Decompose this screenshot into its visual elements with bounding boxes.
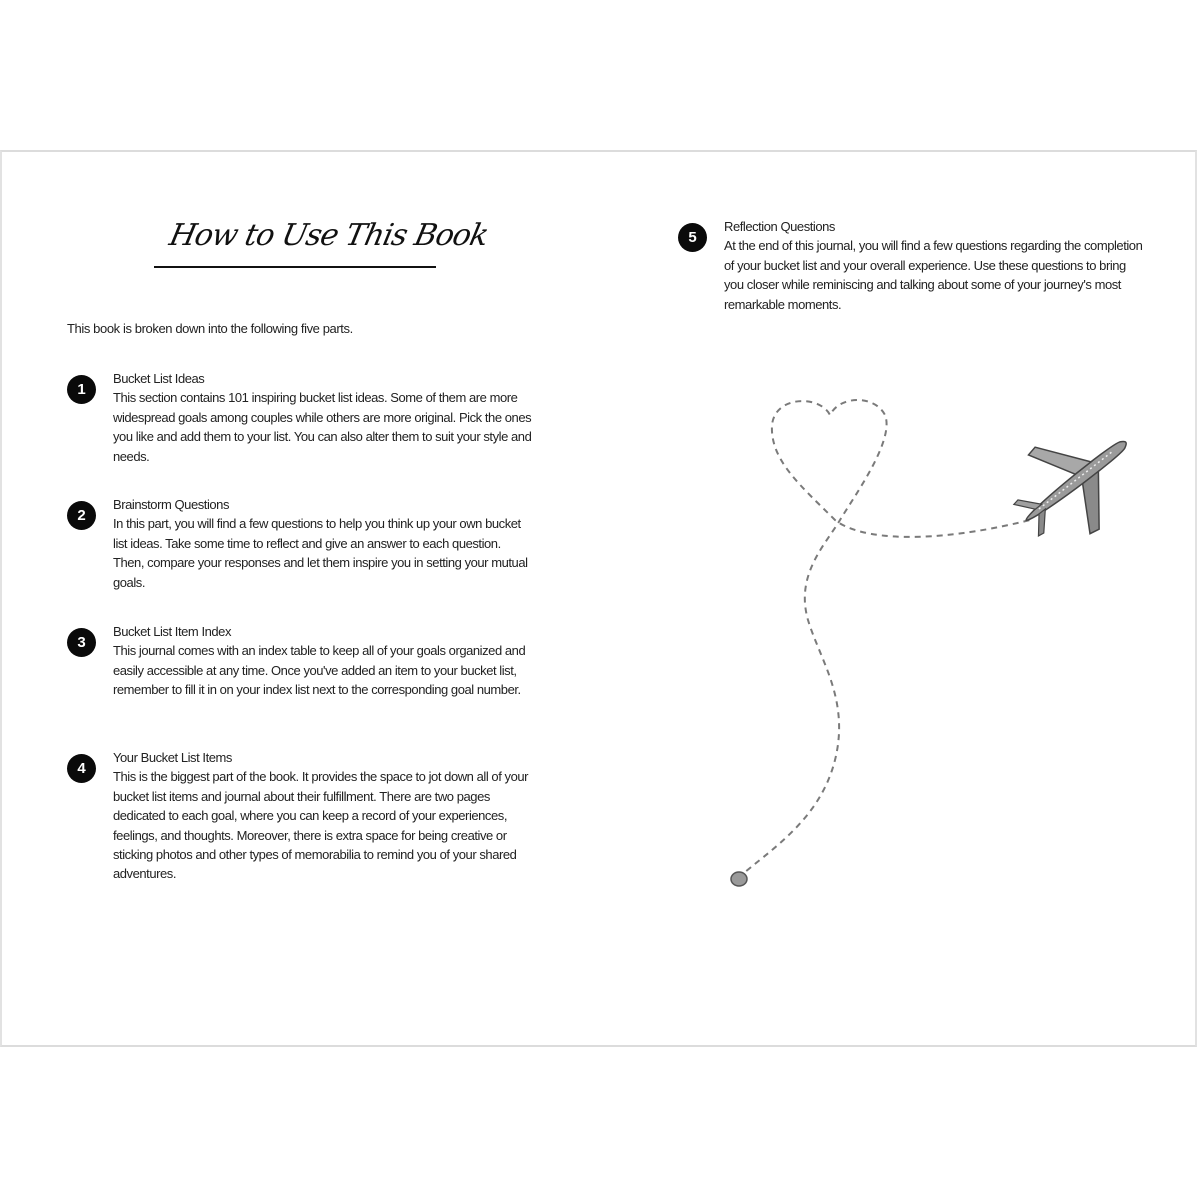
item-text: At the end of this journal, you will find a few questions regarding the completion of your bucket list and your overall experience. Use these questions to bring you closer while reminiscing and talking about some of your journey's most remarkable moments. bbox=[724, 238, 1143, 312]
travel-illustration bbox=[720, 380, 1150, 900]
title-underline bbox=[154, 266, 436, 268]
number-badge: 4 bbox=[67, 754, 96, 783]
number-badge: 5 bbox=[678, 223, 707, 252]
item-title: Brainstorm Questions bbox=[113, 497, 229, 512]
airplane-icon bbox=[994, 401, 1150, 561]
item-title: Reflection Questions bbox=[724, 219, 835, 234]
intro-text: This book is broken down into the following five parts. bbox=[67, 321, 353, 336]
page-title: How to Use This Book bbox=[166, 218, 491, 253]
item-title: Bucket List Item Index bbox=[113, 624, 231, 639]
number-badge: 3 bbox=[67, 628, 96, 657]
start-dot-icon bbox=[731, 872, 747, 886]
item-text: This section contains 101 inspiring bucket list ideas. Some of them are more widespread goals among couples while others are more original. Pick the ones you like and add them to your list. You can also alter them to suit your style and needs. bbox=[113, 390, 532, 464]
number-badge: 2 bbox=[67, 501, 96, 530]
item-text: This is the biggest part of the book. It provides the space to jot down all of your bucket list items and journal about their fulfillment. There are two pages dedicated to each goal, where you can keep a record of your experiences, feelings, and thoughts. Moreover, there is extra space for being creative or sticking photos and other types of memorabilia to remind you of your shared adventures. bbox=[113, 769, 529, 882]
item-text: This journal comes with an index table to keep all of your goals organized and easily accessible at any time. Once you've added an item to your bucket list, remember to fill it in on your index list next to the corresponding goal number. bbox=[113, 643, 526, 698]
dashed-heart-path-icon bbox=[738, 400, 1030, 878]
number-badge: 1 bbox=[67, 375, 96, 404]
item-title: Bucket List Ideas bbox=[113, 371, 205, 386]
item-text: In this part, you will find a few questions to help you think up your own bucket list ideas. Take some time to reflect and give an answer to each question. Then, compare your responses and let them inspire you in setting your mutual goals. bbox=[113, 516, 528, 590]
item-title: Your Bucket List Items bbox=[113, 750, 232, 765]
